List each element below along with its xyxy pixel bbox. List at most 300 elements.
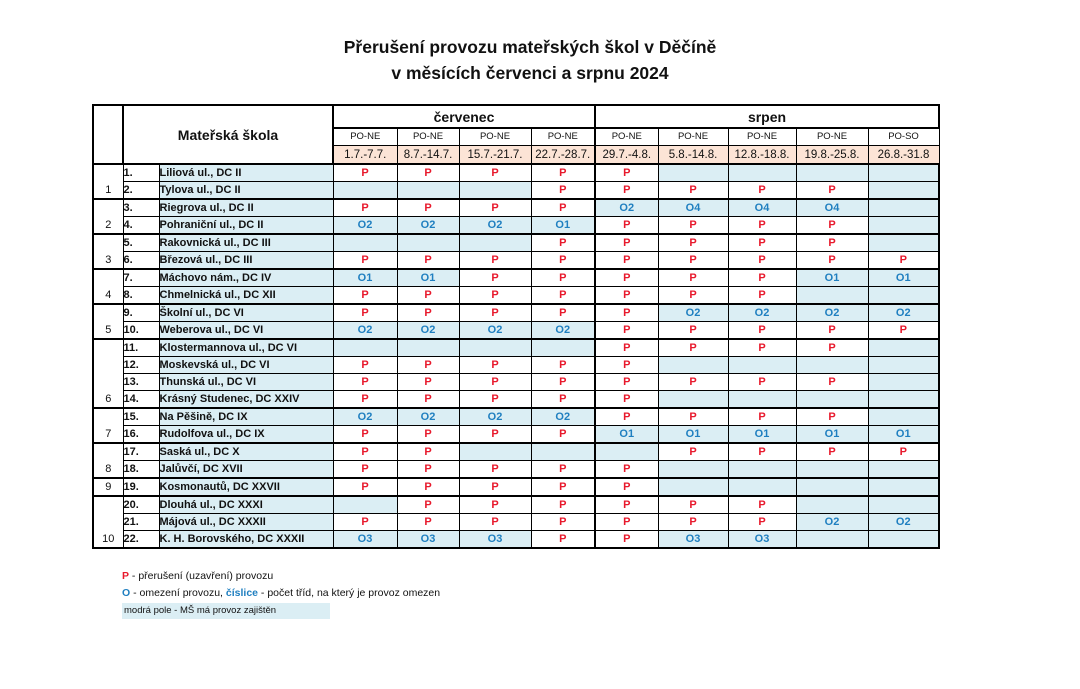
schedule-cell xyxy=(333,339,397,357)
schedule-cell: P xyxy=(333,374,397,391)
schedule-cell: P xyxy=(595,461,658,479)
school-name: Tylova ul., DC II xyxy=(159,182,333,200)
schedule-cell: O3 xyxy=(728,531,796,549)
schedule-cell: P xyxy=(796,217,868,235)
schedule-cell xyxy=(459,339,531,357)
schedule-cell: P xyxy=(333,391,397,409)
school-number: 5. xyxy=(123,234,159,252)
schedule-cell: P xyxy=(397,478,459,496)
schedule-cell: P xyxy=(531,304,595,322)
schedule-cell: P xyxy=(658,374,728,391)
schedule-cell: O1 xyxy=(595,426,658,444)
schedule-cell: O2 xyxy=(728,304,796,322)
school-name: Kosmonautů, DC XXVII xyxy=(159,478,333,496)
schedule-cell: P xyxy=(595,357,658,374)
school-number: 3. xyxy=(123,199,159,217)
schedule-cell: O2 xyxy=(868,304,939,322)
schedule-cell xyxy=(531,443,595,461)
group-number: 5 xyxy=(93,304,123,339)
schedule-cell: O3 xyxy=(333,531,397,549)
schedule-cell: P xyxy=(397,287,459,305)
legend-p-key: P xyxy=(122,570,130,582)
schedule-cell: P xyxy=(595,164,658,182)
schedule-cell: P xyxy=(531,182,595,200)
table-row xyxy=(93,234,939,252)
schedule-cell xyxy=(868,461,939,479)
schedule-cell: P xyxy=(728,269,796,287)
schedule-cell: P xyxy=(728,287,796,305)
schedule-cell: P xyxy=(728,234,796,252)
schedule-cell xyxy=(459,182,531,200)
schedule-cell: O1 xyxy=(796,269,868,287)
school-name: Máchovo nám., DC IV xyxy=(159,269,333,287)
schedule-cell: O2 xyxy=(595,199,658,217)
schedule-cell xyxy=(459,234,531,252)
group-number: 6 xyxy=(93,339,123,408)
month-header-august: srpen xyxy=(595,105,939,128)
schedule-cell: P xyxy=(459,426,531,444)
group-number: 7 xyxy=(93,408,123,443)
schedule-cell xyxy=(868,339,939,357)
schedule-cell: P xyxy=(796,182,868,200)
schedule-cell: P xyxy=(595,374,658,391)
schedule-cell xyxy=(868,496,939,514)
schedule-cell xyxy=(796,496,868,514)
schedule-cell: P xyxy=(333,357,397,374)
schedule-cell: O3 xyxy=(459,531,531,549)
table-row xyxy=(93,374,939,391)
table-row xyxy=(93,287,939,305)
schedule-cell xyxy=(868,531,939,549)
school-number: 16. xyxy=(123,426,159,444)
schedule-cell xyxy=(796,287,868,305)
schedule-cell: O4 xyxy=(658,199,728,217)
schedule-cell xyxy=(728,164,796,182)
schedule-cell xyxy=(796,478,868,496)
school-name: Thunská ul., DC VI xyxy=(159,374,333,391)
school-number: 13. xyxy=(123,374,159,391)
table-row xyxy=(93,443,939,461)
date-range-header: 19.8.-25.8. xyxy=(796,146,868,165)
schedule-cell: O2 xyxy=(333,217,397,235)
schedule-cell: P xyxy=(728,496,796,514)
schedule-cell: P xyxy=(531,164,595,182)
school-name: Březová ul., DC III xyxy=(159,252,333,270)
school-name: Pohraniční ul., DC II xyxy=(159,217,333,235)
schedule-cell: P xyxy=(531,426,595,444)
schedule-cell: O2 xyxy=(459,408,531,426)
schedule-cell: P xyxy=(595,304,658,322)
schedule-cell: P xyxy=(531,287,595,305)
schedule-cell: P xyxy=(595,391,658,409)
schedule-cell: P xyxy=(531,199,595,217)
schedule-cell: P xyxy=(531,234,595,252)
schedule-cell xyxy=(728,461,796,479)
legend-p xyxy=(122,570,273,582)
schedule-cell: P xyxy=(728,252,796,270)
legend-o-text2: - počet tříd, na který je provoz omezen xyxy=(258,587,441,599)
schedule-cell: P xyxy=(459,287,531,305)
schedule-cell: P xyxy=(595,182,658,200)
schedule-cell xyxy=(796,357,868,374)
school-number: 22. xyxy=(123,531,159,549)
schedule-cell: O2 xyxy=(796,514,868,531)
table-row xyxy=(93,269,939,287)
schedule-cell: P xyxy=(459,164,531,182)
schedule-cell: O4 xyxy=(728,199,796,217)
schedule-cell: P xyxy=(333,443,397,461)
group-number: 8 xyxy=(93,443,123,478)
schedule-cell xyxy=(333,496,397,514)
table-row xyxy=(93,496,939,514)
schedule-cell: P xyxy=(459,252,531,270)
schedule-cell: O2 xyxy=(459,217,531,235)
date-range-header: 1.7.-7.7. xyxy=(333,146,397,165)
schedule-cell: P xyxy=(531,391,595,409)
schedule-cell: P xyxy=(459,304,531,322)
school-name: Klostermannova ul., DC VI xyxy=(159,339,333,357)
schedule-cell xyxy=(658,478,728,496)
schedule-cell: P xyxy=(397,461,459,479)
schedule-cell: P xyxy=(595,496,658,514)
schedule-cell: P xyxy=(796,443,868,461)
school-number: 8. xyxy=(123,287,159,305)
school-name: Liliová ul., DC II xyxy=(159,164,333,182)
schedule-cell xyxy=(658,164,728,182)
day-span-header: PO-NE xyxy=(397,128,459,146)
schedule-cell: P xyxy=(728,339,796,357)
schedule-cell: O1 xyxy=(868,269,939,287)
schedule-cell: P xyxy=(531,514,595,531)
schedule-cell: O2 xyxy=(397,408,459,426)
schedule-cell: P xyxy=(658,322,728,340)
table-row xyxy=(93,339,939,357)
schedule-cell: P xyxy=(459,391,531,409)
day-span-header: PO-NE xyxy=(796,128,868,146)
day-span-header: PO-NE xyxy=(595,128,658,146)
schedule-cell: P xyxy=(796,252,868,270)
schedule-cell: O2 xyxy=(333,322,397,340)
schedule-cell: P xyxy=(728,408,796,426)
date-range-header: 5.8.-14.8. xyxy=(658,146,728,165)
school-name: K. H. Borovského, DC XXXII xyxy=(159,531,333,549)
schedule-cell: P xyxy=(658,269,728,287)
schedule-cell: P xyxy=(658,287,728,305)
day-span-header: PO-SO xyxy=(868,128,939,146)
schedule-cell: P xyxy=(397,252,459,270)
schedule-cell: P xyxy=(397,357,459,374)
schedule-cell: O1 xyxy=(728,426,796,444)
schedule-cell: O1 xyxy=(796,426,868,444)
date-range-header: 26.8.-31.8 xyxy=(868,146,939,165)
school-name: Jalůvčí, DC XVII xyxy=(159,461,333,479)
legend-o xyxy=(122,587,440,599)
schedule-cell: O2 xyxy=(531,408,595,426)
day-span-header: PO-NE xyxy=(531,128,595,146)
group-number: 10 xyxy=(93,496,123,548)
schedule-cell: P xyxy=(595,322,658,340)
schedule-cell: O2 xyxy=(531,322,595,340)
schedule-cell xyxy=(796,531,868,549)
schedule-cell: P xyxy=(796,408,868,426)
schedule-cell: P xyxy=(796,234,868,252)
schedule-cell: P xyxy=(595,287,658,305)
schedule-cell: P xyxy=(397,199,459,217)
legend-o-cislice: číslice xyxy=(225,587,259,599)
schedule-cell: P xyxy=(868,443,939,461)
schedule-cell: P xyxy=(333,287,397,305)
schedule-cell: P xyxy=(459,269,531,287)
schedule-cell: P xyxy=(728,374,796,391)
schedule-cell: P xyxy=(333,461,397,479)
group-number: 4 xyxy=(93,269,123,304)
schedule-cell xyxy=(658,391,728,409)
school-number: 4. xyxy=(123,217,159,235)
school-number: 7. xyxy=(123,269,159,287)
schedule-cell xyxy=(868,217,939,235)
schedule-cell: P xyxy=(595,234,658,252)
table-row xyxy=(93,426,939,444)
schedule-cell: P xyxy=(397,391,459,409)
group-number: 1 xyxy=(93,164,123,199)
schedule-cell: P xyxy=(459,514,531,531)
schedule-cell: P xyxy=(595,478,658,496)
schedule-cell xyxy=(868,164,939,182)
schedule-cell: P xyxy=(658,408,728,426)
schedule-cell xyxy=(728,391,796,409)
schedule-cell: O2 xyxy=(796,304,868,322)
schedule-cell: O3 xyxy=(397,531,459,549)
schedule-cell: P xyxy=(397,426,459,444)
schedule-cell: O3 xyxy=(658,531,728,549)
school-number: 14. xyxy=(123,391,159,409)
schedule-cell: P xyxy=(459,461,531,479)
table-row xyxy=(93,164,939,182)
schedule-cell: P xyxy=(658,182,728,200)
group-number: 9 xyxy=(93,478,123,496)
schedule-cell xyxy=(868,182,939,200)
schedule-cell xyxy=(796,391,868,409)
schedule-cell: P xyxy=(531,374,595,391)
schedule-cell: P xyxy=(595,269,658,287)
schedule-cell xyxy=(868,408,939,426)
school-number: 12. xyxy=(123,357,159,374)
schedule-cell: O2 xyxy=(397,217,459,235)
schedule-cell xyxy=(728,357,796,374)
schedule-cell: P xyxy=(333,252,397,270)
schedule-cell: P xyxy=(868,252,939,270)
schedule-cell: P xyxy=(595,339,658,357)
school-number: 17. xyxy=(123,443,159,461)
schedule-cell: P xyxy=(728,443,796,461)
schedule-cell xyxy=(595,443,658,461)
schedule-cell: P xyxy=(658,252,728,270)
schedule-cell: O1 xyxy=(333,269,397,287)
schedule-cell xyxy=(333,234,397,252)
schedule-cell: P xyxy=(531,461,595,479)
month-header-july: červenec xyxy=(333,105,595,128)
schedule-cell xyxy=(658,357,728,374)
schedule-cell xyxy=(796,461,868,479)
schedule-cell: P xyxy=(397,514,459,531)
school-name: Školní ul., DC VI xyxy=(159,304,333,322)
school-number: 20. xyxy=(123,496,159,514)
schedule-cell: P xyxy=(595,408,658,426)
schedule-cell: P xyxy=(595,217,658,235)
schedule-cell: O4 xyxy=(796,199,868,217)
schedule-cell xyxy=(397,182,459,200)
table-row xyxy=(93,408,939,426)
date-range-header: 8.7.-14.7. xyxy=(397,146,459,165)
table-row xyxy=(93,478,939,496)
table-row xyxy=(93,252,939,270)
table-row xyxy=(93,199,939,217)
school-name: Moskevská ul., DC VI xyxy=(159,357,333,374)
school-name: Májová ul., DC XXXII xyxy=(159,514,333,531)
school-name: Riegrova ul., DC II xyxy=(159,199,333,217)
schedule-cell xyxy=(868,478,939,496)
schedule-cell: P xyxy=(658,217,728,235)
schedule-cell xyxy=(397,234,459,252)
schedule-cell: P xyxy=(397,374,459,391)
group-number: 2 xyxy=(93,199,123,234)
schedule-cell: P xyxy=(531,496,595,514)
schedule-cell xyxy=(868,287,939,305)
schedule-cell: P xyxy=(333,199,397,217)
date-range-header: 29.7.-4.8. xyxy=(595,146,658,165)
school-name: Krásný Studenec, DC XXIV xyxy=(159,391,333,409)
legend-o-key: O xyxy=(122,587,131,599)
schedule-cell: P xyxy=(595,252,658,270)
school-number: 6. xyxy=(123,252,159,270)
table-row xyxy=(93,182,939,200)
schedule-cell: O1 xyxy=(397,269,459,287)
schedule-cell: P xyxy=(531,252,595,270)
schedule-cell xyxy=(728,478,796,496)
schedule-cell xyxy=(397,339,459,357)
schedule-cell: P xyxy=(728,182,796,200)
table-row xyxy=(93,304,939,322)
schedule-cell: P xyxy=(459,478,531,496)
school-name: Chmelnická ul., DC XII xyxy=(159,287,333,305)
schedule-cell: P xyxy=(459,199,531,217)
page-title: Přerušení provozu mateřských škol v Děčíně xyxy=(343,37,717,57)
page-subtitle: v měsících červenci a srpnu 2024 xyxy=(391,63,669,83)
schedule-cell xyxy=(868,357,939,374)
schedule-cell: O2 xyxy=(868,514,939,531)
schedule-cell: P xyxy=(868,322,939,340)
schedule-cell: P xyxy=(333,478,397,496)
day-span-header: PO-NE xyxy=(728,128,796,146)
schedule-cell: P xyxy=(595,514,658,531)
schedule-cell: P xyxy=(459,374,531,391)
date-range-header: 15.7.-21.7. xyxy=(459,146,531,165)
schedule-cell: O1 xyxy=(868,426,939,444)
schedule-cell: O2 xyxy=(397,322,459,340)
legend-p-text: - přerušení (uzavření) provozu xyxy=(129,570,274,582)
school-name: Na Pěšině, DC IX xyxy=(159,408,333,426)
schedule-cell xyxy=(868,391,939,409)
schedule-cell: P xyxy=(658,339,728,357)
school-number: 18. xyxy=(123,461,159,479)
schedule-cell: P xyxy=(728,217,796,235)
school-name: Saská ul., DC X xyxy=(159,443,333,461)
schedule-cell xyxy=(868,374,939,391)
table-row xyxy=(93,461,939,479)
schedule-cell: P xyxy=(333,304,397,322)
schedule-cell: P xyxy=(531,357,595,374)
day-span-header: PO-NE xyxy=(658,128,728,146)
schedule-cell xyxy=(459,443,531,461)
schedule-cell: P xyxy=(595,531,658,549)
school-number: 11. xyxy=(123,339,159,357)
schedule-cell xyxy=(531,339,595,357)
schedule-cell: P xyxy=(658,443,728,461)
schedule-cell: P xyxy=(333,426,397,444)
schedule-cell: O2 xyxy=(658,304,728,322)
schedule-cell: O1 xyxy=(531,217,595,235)
group-number: 3 xyxy=(93,234,123,269)
date-range-header: 22.7.-28.7. xyxy=(531,146,595,165)
schedule-cell: P xyxy=(658,234,728,252)
school-number: 9. xyxy=(123,304,159,322)
table-row xyxy=(93,217,939,235)
date-range-header: 12.8.-18.8. xyxy=(728,146,796,165)
schedule-cell: P xyxy=(397,496,459,514)
school-name: Rudolfova ul., DC IX xyxy=(159,426,333,444)
schedule-cell: P xyxy=(459,496,531,514)
schedule-cell: O2 xyxy=(333,408,397,426)
school-number: 2. xyxy=(123,182,159,200)
schedule-cell: P xyxy=(728,514,796,531)
schedule-cell: P xyxy=(397,443,459,461)
schedule-cell: O1 xyxy=(658,426,728,444)
school-number: 15. xyxy=(123,408,159,426)
schedule-table xyxy=(92,104,940,549)
column-header-skola: Mateřská škola xyxy=(123,105,333,164)
schedule-cell xyxy=(796,164,868,182)
schedule-cell: P xyxy=(658,496,728,514)
group-corner xyxy=(93,105,123,164)
schedule-cell: P xyxy=(796,339,868,357)
schedule-cell: P xyxy=(333,514,397,531)
table-row xyxy=(93,322,939,340)
school-number: 1. xyxy=(123,164,159,182)
schedule-cell: P xyxy=(459,357,531,374)
legend-blue-field: modrá pole - MŠ má provoz zajištěn xyxy=(122,603,330,619)
schedule-cell xyxy=(333,182,397,200)
schedule-cell: P xyxy=(333,164,397,182)
schedule-cell: P xyxy=(531,478,595,496)
schedule-cell: P xyxy=(531,531,595,549)
schedule-cell: P xyxy=(531,269,595,287)
table-row xyxy=(93,357,939,374)
table-row xyxy=(93,531,939,549)
schedule-cell xyxy=(868,199,939,217)
table-row xyxy=(93,391,939,409)
schedule-cell: P xyxy=(796,322,868,340)
school-name: Dlouhá ul., DC XXXI xyxy=(159,496,333,514)
schedule-cell: P xyxy=(397,304,459,322)
day-span-header: PO-NE xyxy=(333,128,397,146)
school-number: 19. xyxy=(123,478,159,496)
schedule-cell xyxy=(868,234,939,252)
schedule-cell: P xyxy=(658,514,728,531)
school-number: 21. xyxy=(123,514,159,531)
schedule-cell: P xyxy=(397,164,459,182)
school-name: Rakovnická ul., DC III xyxy=(159,234,333,252)
schedule-cell: O2 xyxy=(459,322,531,340)
